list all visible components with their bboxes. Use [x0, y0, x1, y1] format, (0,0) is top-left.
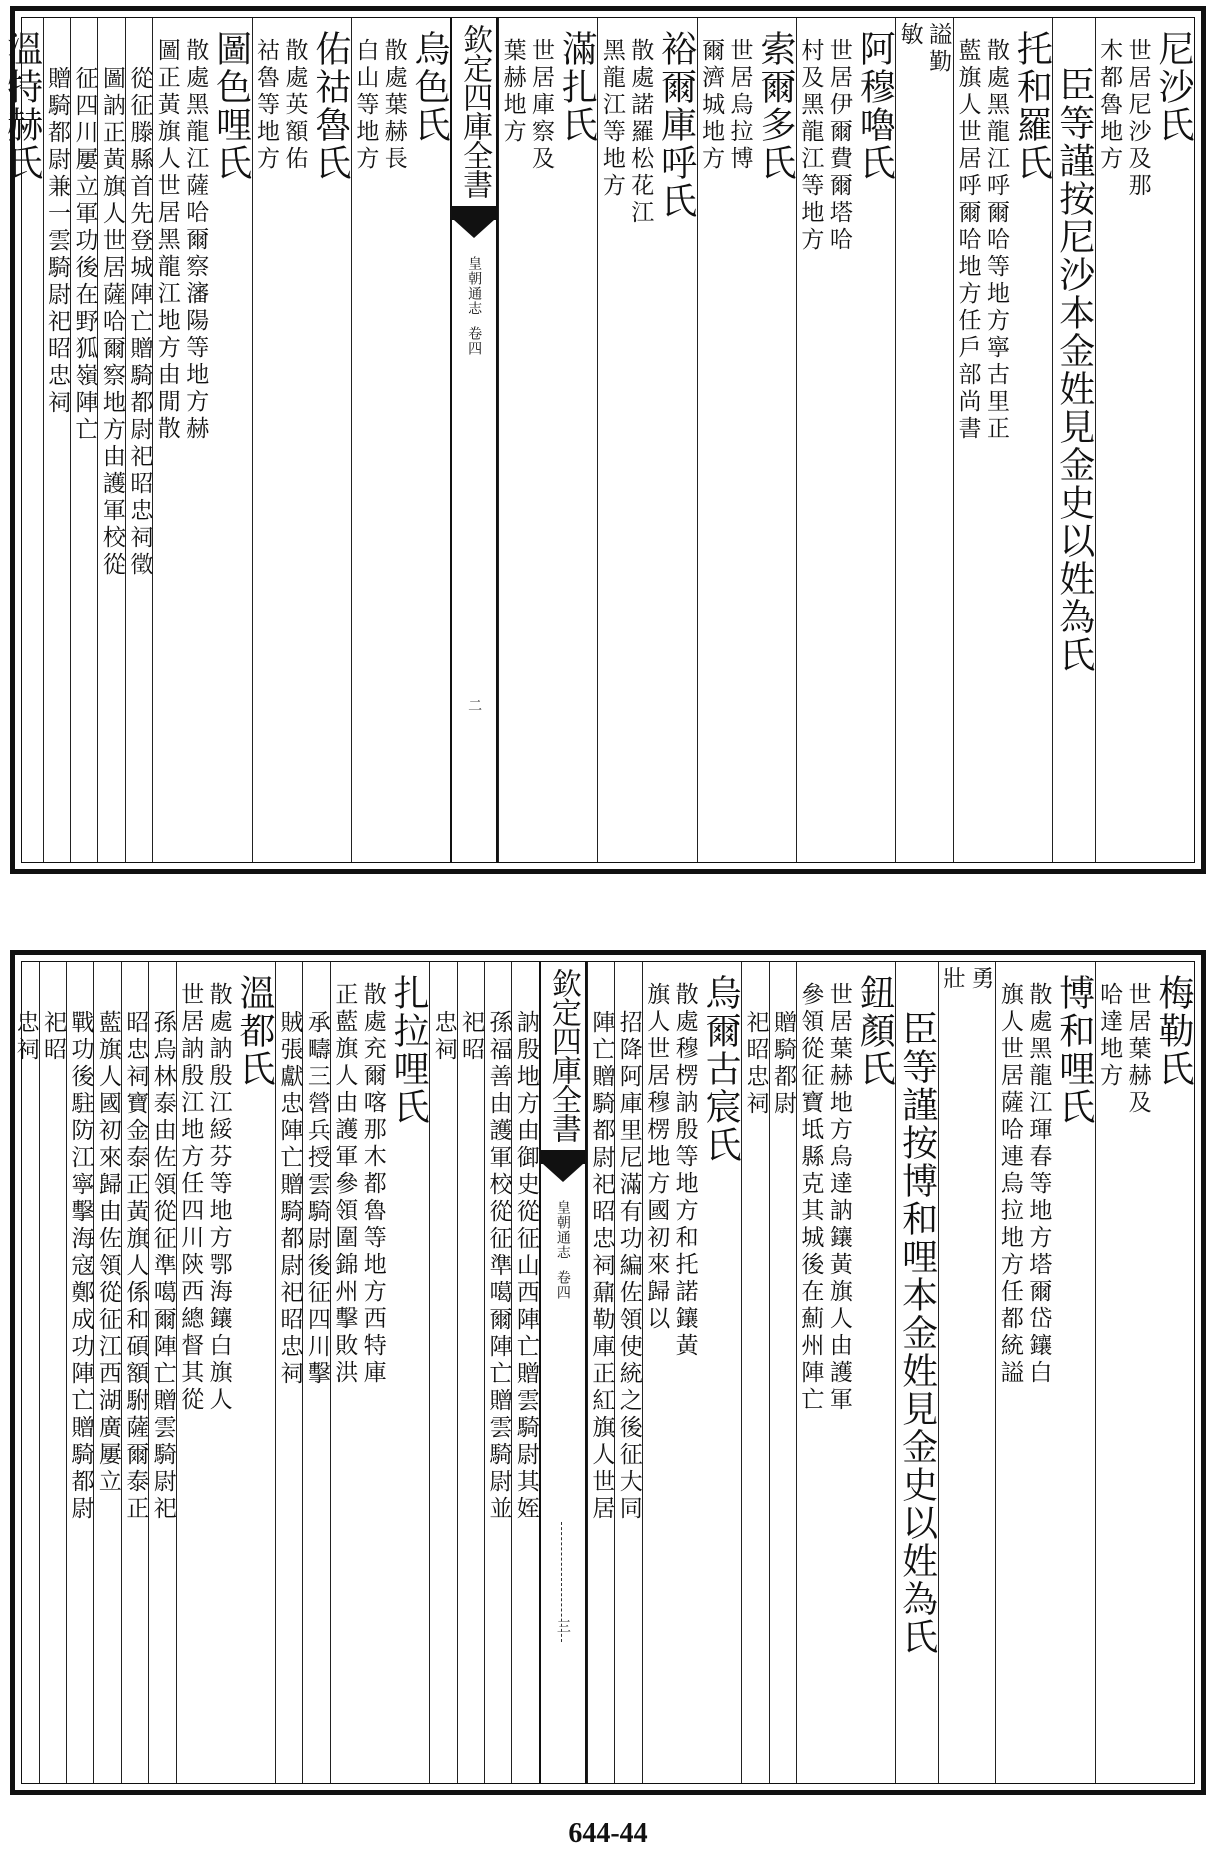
- clan-heading: 博和哩氏: [1053, 974, 1095, 1126]
- column: [93, 962, 120, 1783]
- column: [796, 18, 895, 862]
- column: [895, 18, 953, 862]
- page-number: 三: [554, 1619, 571, 1633]
- clan-heading: 烏爾古宸氏: [700, 974, 742, 1164]
- clan-heading: 佑祜魯氏: [309, 30, 351, 182]
- column: [1095, 18, 1194, 862]
- column: [484, 962, 511, 1783]
- text-line: 贈騎都尉兼一雲騎尉祀昭忠祠: [44, 66, 71, 417]
- fish-tail-icon: [452, 206, 496, 246]
- note-line: 參領從征寶坻縣克其城後在薊州陣亡: [797, 982, 824, 1414]
- note-line: 世居訥殷江地方任四川陝西總督其從: [177, 982, 204, 1414]
- note-line: 散處黑龍江薩哈爾察瀋陽等地方赫: [182, 38, 209, 443]
- clan-heading: 圖色哩氏: [210, 30, 252, 182]
- note-line: 世居葉赫地方烏達訥鑲黃旗人由護軍: [825, 982, 852, 1414]
- text-line: 賊張獻忠陣亡贈騎都尉祀昭忠祠: [276, 1010, 303, 1388]
- bottom-page: [10, 950, 1206, 1795]
- note-line: 圖正黃旗人世居黑龍江地方由閒散: [153, 38, 180, 443]
- note-line: 敏: [896, 22, 923, 49]
- fish-tail-icon: [541, 1150, 585, 1190]
- column: [148, 962, 175, 1783]
- column: [995, 962, 1094, 1783]
- note-line: 村及黑龍江等地方: [797, 38, 824, 254]
- note-line: 世居烏拉博: [726, 38, 753, 173]
- note-line: 黑龍江等地方: [598, 38, 625, 200]
- work-title: 皇朝通志: [466, 256, 483, 316]
- clan-heading: 溫都氏: [234, 974, 276, 1088]
- text-line: 祀昭: [40, 1010, 67, 1064]
- text-line: 祀昭: [458, 1010, 485, 1064]
- column: [275, 962, 302, 1783]
- column: [176, 962, 275, 1783]
- center-gutter: [450, 18, 498, 862]
- note-line: 葉赫地方: [499, 38, 526, 146]
- text-line: 戰功後駐防江寧擊海寇鄭成功陣亡贈騎都尉: [67, 1010, 94, 1523]
- column: [597, 18, 696, 862]
- column: [895, 962, 937, 1783]
- text-line: 圖訥正黃旗人世居薩哈爾察地方由護軍校從: [98, 66, 125, 579]
- clan-heading: 梅勒氏: [1153, 974, 1194, 1088]
- note-line: 散處英額佑: [281, 38, 308, 173]
- clan-heading: 滿扎氏: [556, 30, 598, 144]
- column: [796, 962, 895, 1783]
- column: [330, 962, 429, 1783]
- note-line: 藍旗人世居呼爾哈地方任戶部尚書: [954, 38, 981, 443]
- text-line: 孫烏林泰由佐領從征準噶爾陣亡贈雲騎尉祀: [149, 1010, 176, 1523]
- note-line: 散處諾羅松花江: [627, 38, 654, 227]
- note-line: 旗人世居薩哈連烏拉地方任都統謚: [996, 982, 1023, 1387]
- text-line: 忠祠: [430, 1010, 457, 1064]
- top-text-frame: [1, 17, 1195, 863]
- clan-heading: 裕爾庫呼氏: [655, 30, 697, 220]
- clan-heading: 扎拉哩氏: [388, 974, 430, 1126]
- catalog-number: 644-44: [568, 1818, 648, 1849]
- column: [252, 18, 351, 862]
- note-line: 世居葉赫及: [1124, 982, 1151, 1117]
- column: [511, 962, 538, 1783]
- column: [741, 962, 768, 1783]
- column: [953, 18, 1052, 862]
- clan-heading: 阿穆嚕氏: [854, 30, 896, 182]
- clan-heading: 烏色氏: [409, 30, 451, 144]
- note-line: 世居伊爾費爾塔哈: [825, 38, 852, 254]
- clan-heading: 托和羅氏: [1011, 30, 1053, 182]
- editorial-note: 臣等謹按博和哩本金姓見金史以姓為氏: [896, 1010, 938, 1656]
- text-line: 祀昭忠祠: [742, 1010, 769, 1118]
- column: [429, 962, 456, 1783]
- note-line: 祜魯等地方: [253, 38, 280, 173]
- column: [457, 962, 484, 1783]
- column: [587, 962, 614, 1783]
- note-line: 散處黑龍江琿春等地方塔爾岱鑲白: [1025, 982, 1052, 1387]
- note-line: 世居尼沙及那: [1124, 38, 1151, 200]
- column: [121, 962, 148, 1783]
- page-number: 二: [466, 698, 483, 712]
- note-line: 散處黑龍江呼爾哈等地方寧古里正: [982, 38, 1009, 443]
- column: [0, 18, 43, 862]
- text-line: 訥殷地方由御史從征山西陣亡贈雲騎尉其姪: [512, 1010, 539, 1523]
- work-title: 皇朝通志: [554, 1200, 571, 1260]
- note-line: 木都魯地方: [1096, 38, 1123, 173]
- note-line: 正藍旗人由護軍參領圍錦州擊敗洪: [331, 982, 358, 1387]
- clan-heading: 鈕顏氏: [854, 974, 896, 1088]
- book-title: 欽定四庫全書: [545, 968, 581, 1142]
- text-line: 孫福善由護軍校從征準噶爾陣亡贈雲騎尉並: [485, 1010, 512, 1523]
- center-gutter: [539, 962, 587, 1783]
- column: [938, 962, 996, 1783]
- column: [125, 18, 152, 862]
- note-line: 哈達地方: [1096, 982, 1123, 1090]
- text-line: 從征滕縣首先登城陣亡贈騎都尉祀昭忠祠徵: [126, 66, 153, 579]
- column: [351, 18, 450, 862]
- note-line: 世居庫察及: [528, 38, 555, 173]
- note-line: 散處穆楞訥殷等地方和托諾鑲黃: [671, 982, 698, 1360]
- column: [769, 962, 796, 1783]
- column: [1052, 18, 1094, 862]
- column: [1095, 962, 1194, 1783]
- note-line: 散處訥殷江綏芬等地方鄂海鑲白旗人: [205, 982, 232, 1414]
- column: [97, 18, 124, 862]
- column: [70, 18, 97, 862]
- column: [152, 18, 251, 862]
- note-line: 白山等地方: [352, 38, 379, 173]
- volume-label: 卷四: [466, 326, 483, 356]
- column: [697, 18, 796, 862]
- note-line: 謚勤: [925, 22, 952, 76]
- text-line: 承疇三營兵授雲騎尉後征四川擊: [303, 1010, 330, 1388]
- text-line: 征四川屢立軍功後在野狐嶺陣亡: [71, 66, 98, 444]
- book-title: 欽定四庫全書: [457, 24, 493, 198]
- column: [302, 962, 329, 1783]
- note-line: 爾濟城地方: [698, 38, 725, 173]
- clan-heading: 溫特赫氏: [1, 30, 43, 182]
- text-line: 贈騎都尉: [769, 1010, 796, 1118]
- column: [642, 962, 741, 1783]
- note-line: 散處充爾喀那木都魯等地方西特庫: [359, 982, 386, 1387]
- column: [614, 962, 641, 1783]
- column: [12, 962, 38, 1783]
- volume-label: 卷四: [554, 1270, 571, 1300]
- column: [43, 18, 70, 862]
- bottom-text-frame: [12, 961, 1195, 1784]
- column: [66, 962, 93, 1783]
- clan-heading: 索爾多氏: [754, 30, 796, 182]
- text-line: 昭忠祠寶金泰正黃旗人係和碩額駙薩爾泰正: [122, 1010, 149, 1523]
- column: [498, 18, 597, 862]
- note-line: 散處葉赫長: [380, 38, 407, 173]
- note-line: 勇: [967, 966, 994, 993]
- column: [39, 962, 66, 1783]
- note-line: 壯: [939, 966, 966, 993]
- text-line: 忠祠: [12, 1010, 39, 1064]
- note-line: 旗人世居穆楞地方國初來歸以: [643, 982, 670, 1333]
- text-line: 招降阿庫里尼滿有功編佐領使統之後征大同: [615, 1010, 642, 1523]
- clan-heading: 尼沙氏: [1153, 30, 1194, 144]
- text-line: 藍旗人國初來歸由佐領從征江西湖廣屢立: [94, 1010, 121, 1496]
- editorial-note: 臣等謹按尼沙本金姓見金史以姓為氏: [1053, 66, 1095, 674]
- top-page: [1, 6, 1206, 874]
- text-line: 陣亡贈騎都尉祀昭忠祠鼐勒庫正紅旗人世居: [588, 1010, 615, 1523]
